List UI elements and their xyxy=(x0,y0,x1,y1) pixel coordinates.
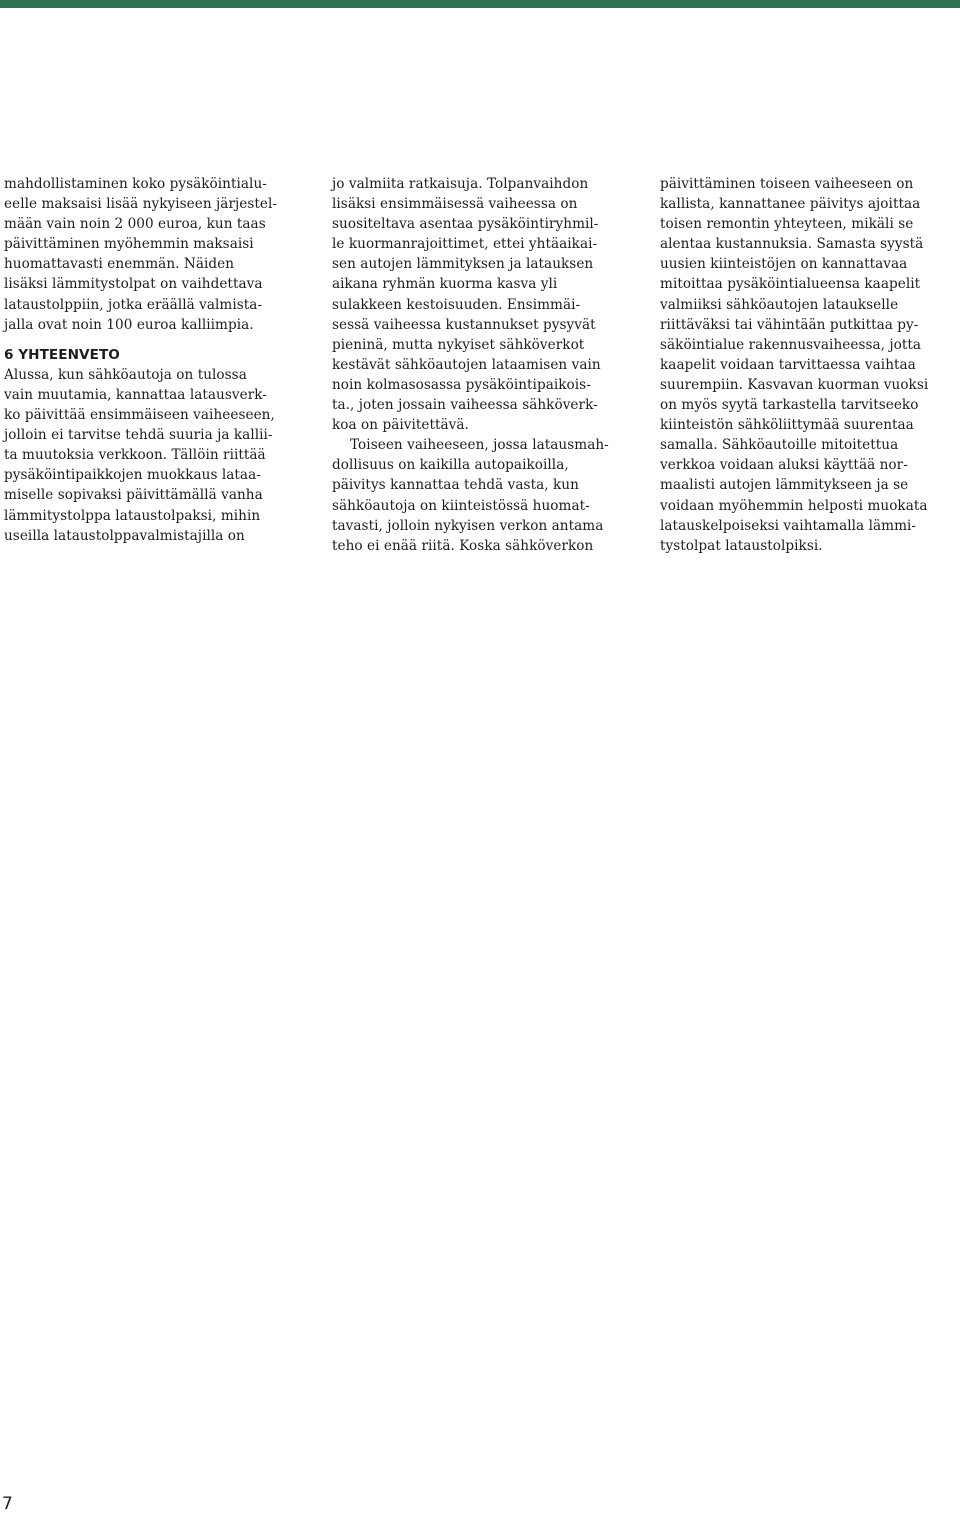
text-line: Alussa, kun sähköautoja on tulossa xyxy=(4,366,247,383)
text-line: mitoittaa pysäköintialueensa kaapelit xyxy=(660,276,921,293)
paragraph xyxy=(4,365,304,546)
text-line: kiinteistön sähköliittymää suurentaa xyxy=(660,417,914,434)
text-line: lisäksi ensimmäisessä vaiheessa on xyxy=(332,196,578,213)
text-line: pysäköintipaikkojen muokkaus lataa- xyxy=(4,467,261,484)
text-line: le kuormanrajoittimet, ettei yhtäaikai- xyxy=(332,236,598,253)
text-line: koa on päivitettävä. xyxy=(332,417,469,434)
paragraph xyxy=(4,174,304,335)
text-line: alentaa kustannuksia. Samasta syystä xyxy=(660,236,924,253)
text-line: riittäväksi tai vähintään putkittaa py- xyxy=(660,316,919,333)
text-line: ta., joten jossain vaiheessa sähköverk- xyxy=(332,397,598,414)
text-line: useilla lataustolppavalmistajilla on xyxy=(4,527,245,544)
text-line: dollisuus on kaikilla autopaikoilla, xyxy=(332,457,569,474)
text-line: kestävät sähköautojen lataamisen vain xyxy=(332,356,601,373)
text-line: mään vain noin 2 000 euroa, kun taas xyxy=(4,216,266,233)
text-line: teho ei enää riitä. Koska sähköverkon xyxy=(332,537,594,554)
text-line: huomattavasti enemmän. Näiden xyxy=(4,256,235,273)
text-line: toisen remontin yhteyteen, mikäli se xyxy=(660,216,914,233)
text-line: suurempiin. Kasvavan kuorman vuoksi xyxy=(660,376,929,393)
text-line: aikana ryhmän kuorma kasva yli xyxy=(332,276,558,293)
text-line: Toiseen vaiheeseen, jossa latausmah- xyxy=(350,437,609,454)
text-column-3 xyxy=(660,174,960,556)
text-line: maalisti autojen lämmitykseen ja se xyxy=(660,477,909,494)
text-line: suositeltava asentaa pysäköintiryhmil- xyxy=(332,216,599,233)
text-line: lataustolppiin, jotka eräällä valmista- xyxy=(4,296,263,313)
text-line: tavasti, jolloin nykyisen verkon antama xyxy=(332,517,604,534)
top-accent-rule xyxy=(0,0,960,8)
text-line: vain muutamia, kannattaa latausverk- xyxy=(4,386,267,403)
text-line: kallista, kannattanee päivitys ajoittaa xyxy=(660,196,921,213)
text-line: eelle maksaisi lisää nykyiseen järjestel- xyxy=(4,196,278,213)
text-line: lämmitystolppa lataustolpaksi, mihin xyxy=(4,507,261,524)
paragraph xyxy=(332,435,632,556)
text-line: päivittäminen toiseen vaiheeseen on xyxy=(660,176,914,192)
text-line: voidaan myöhemmin helposti muokata xyxy=(660,497,928,514)
text-line: sähköautoja on kiinteistössä huomat- xyxy=(332,497,590,514)
text-line: miselle sopivaksi päivittämällä vanha xyxy=(4,487,263,504)
text-line: ta muutoksia verkkoon. Tällöin riittää xyxy=(4,447,266,464)
paragraph xyxy=(332,174,632,435)
text-line: kaapelit voidaan tarvittaessa vaihtaa xyxy=(660,356,916,373)
text-line: sen autojen lämmityksen ja latauksen xyxy=(332,256,594,273)
text-line: noin kolmasosassa pysäköintipaikois- xyxy=(332,376,591,393)
text-line: lisäksi lämmitystolpat on vaihdettava xyxy=(4,276,263,293)
text-line: jolloin ei tarvitse tehdä suuria ja kallii- xyxy=(4,427,273,444)
text-column-1 xyxy=(4,174,304,546)
text-line: jo valmiita ratkaisuja. Tolpanvaihdon xyxy=(332,176,589,192)
text-line: ko päivittää ensimmäiseen vaiheeseen, xyxy=(4,407,275,424)
text-line: sessä vaiheessa kustannukset pysyvät xyxy=(332,316,596,333)
text-line: tystolpat lataustolpiksi. xyxy=(660,537,823,554)
text-line: mahdollistaminen koko pysäköintialu- xyxy=(4,176,267,192)
section-heading: 6 YHTEENVETO xyxy=(4,346,120,363)
text-line: pieninä, mutta nykyiset sähköverkot xyxy=(332,336,585,353)
text-line: päivittäminen myöhemmin maksaisi xyxy=(4,236,254,253)
text-line: on myös syytä tarkastella tarvitseeko xyxy=(660,397,919,414)
text-line: samalla. Sähköautoille mitoitettua xyxy=(660,437,899,454)
text-line: säköintialue rakennusvaiheessa, jotta xyxy=(660,336,922,353)
text-line: verkkoa voidaan aluksi käyttää nor- xyxy=(660,457,908,474)
text-line: uusien kiinteistöjen on kannattavaa xyxy=(660,256,908,273)
text-column-2 xyxy=(332,174,632,556)
page-number: 7 xyxy=(2,1494,13,1514)
text-line: valmiiksi sähköautojen lataukselle xyxy=(660,296,899,313)
text-line: jalla ovat noin 100 euroa kalliimpia. xyxy=(4,316,254,333)
text-line: päivitys kannattaa tehdä vasta, kun xyxy=(332,477,579,494)
text-line: sulakkeen kestoisuuden. Ensimmäi- xyxy=(332,296,581,313)
text-line: latauskelpoiseksi vaihtamalla lämmi- xyxy=(660,517,917,534)
paragraph xyxy=(660,174,960,556)
